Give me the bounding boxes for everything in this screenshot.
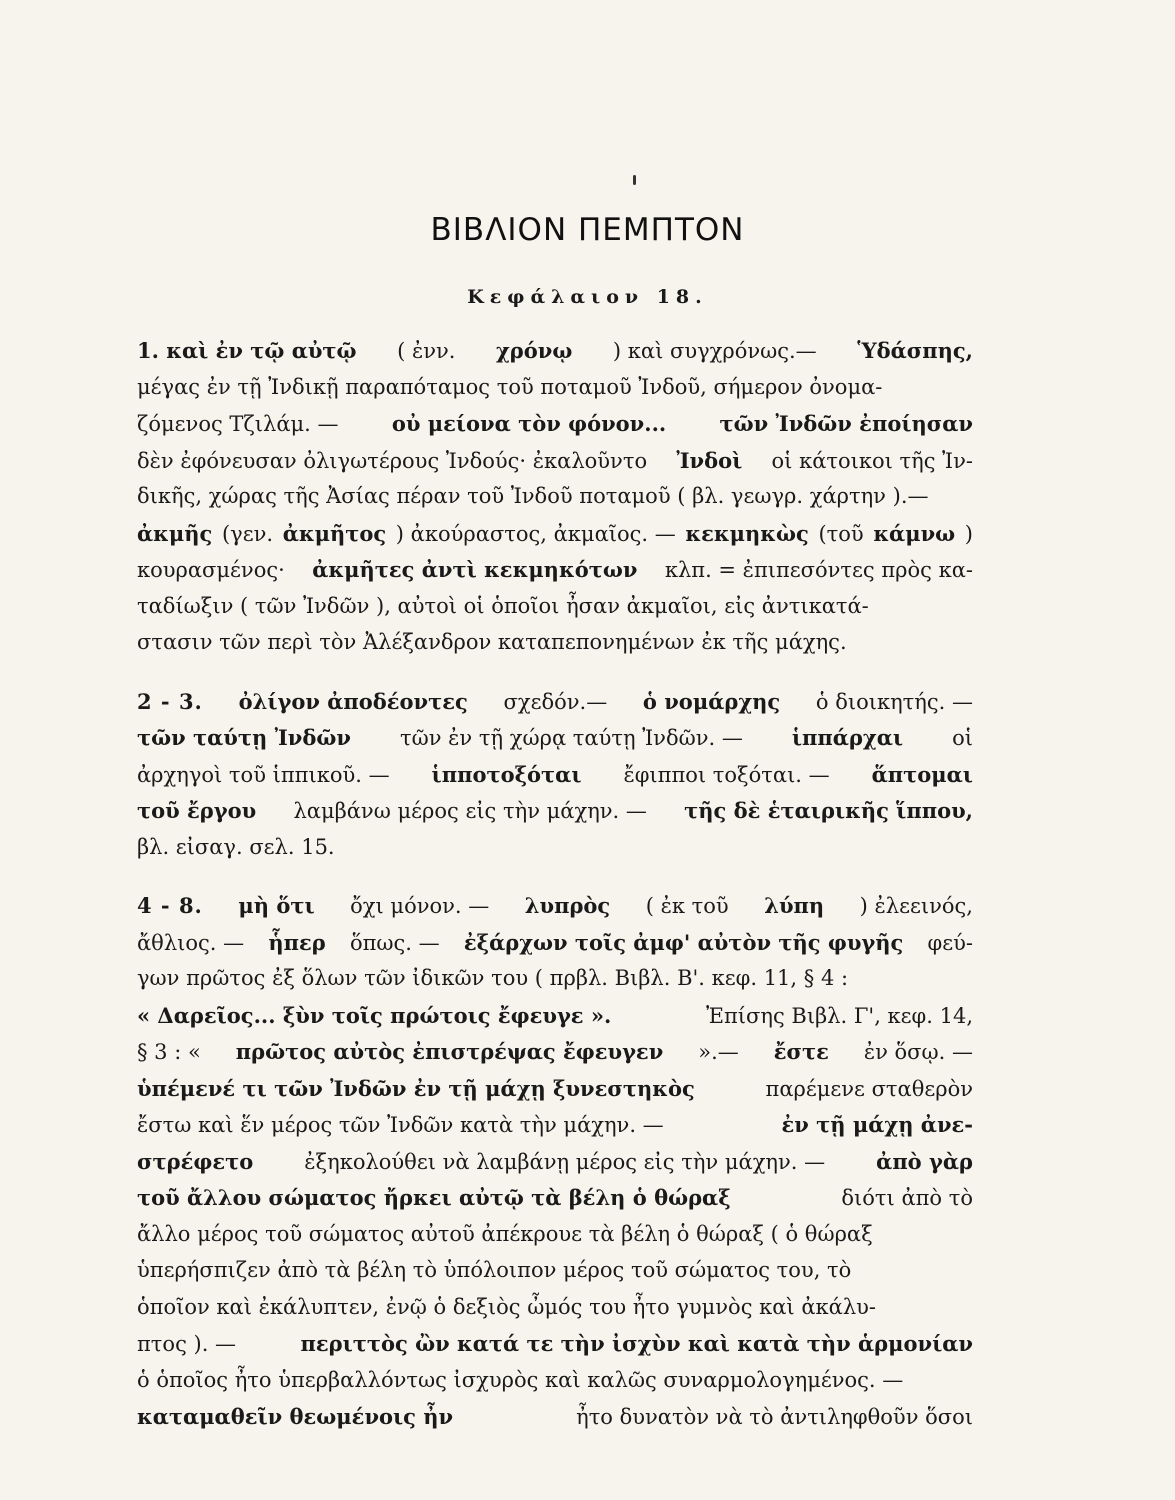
gloss: οἱ	[952, 726, 973, 750]
lemma: ἐξάρχων τοῖς ἀμφ' αὐτὸν τῆς φυγῆς	[463, 929, 904, 955]
gloss: διότι ἀπὸ τὸ	[841, 1186, 973, 1210]
lemma: ἀκμῆτες ἀντὶ κεκμηκότων	[312, 557, 638, 582]
text-line	[137, 484, 973, 521]
text-line	[137, 1331, 973, 1368]
lemma: τῶν Ἰνδῶν ἐποίησαν	[719, 411, 973, 436]
gloss: ὁ ὁποῖος ἦτο ὑπερβαλλόντως ἰσχυρὸς καὶ καλῶς συναρμολογημένος. —	[137, 1367, 904, 1392]
gloss: ὁ διοικητής. —	[815, 689, 973, 714]
text-line	[137, 689, 973, 726]
text-line	[137, 930, 973, 967]
lemma: 1. καὶ ἐν τῷ αὐτῷ	[137, 338, 357, 363]
lemma: ἧπερ	[268, 929, 326, 955]
lemma: τῶν ταύτῃ Ἰνδῶν	[137, 725, 351, 750]
gloss: ) καὶ συγχρόνως.—	[612, 339, 817, 363]
lemma: Ἰνδοὶ	[676, 447, 743, 473]
gloss: σχεδόν.—	[503, 689, 608, 714]
lemma: λύπη	[764, 893, 825, 918]
gloss: ἐν ὅσῳ. —	[863, 1040, 973, 1064]
gloss: τῶν ἐν τῇ χώρᾳ ταύτῃ Ἰνδῶν. —	[399, 726, 743, 750]
gloss: δικῆς, χώρας τῆς Ἀσίας πέραν τοῦ Ἰνδοῦ ποταμοῦ ( βλ. γεωγρ. χάρτην ).—	[137, 484, 929, 508]
gloss: )	[964, 521, 973, 546]
text-line	[137, 725, 973, 762]
lemma: τοῦ ἄλλου σώματος ἤρκει αὐτῷ τὰ βέλη ὁ θώραξ	[137, 1185, 731, 1210]
lemma: ἀπὸ γὰρ	[876, 1148, 973, 1174]
paragraph-3	[137, 893, 973, 1441]
lemma: καταμαθεῖν θεωμένοις ἦν	[137, 1404, 454, 1429]
gloss: φεύ-	[927, 930, 973, 955]
text-line	[137, 1295, 973, 1332]
section-number: 4 - 8.	[137, 893, 203, 918]
gloss: ἀρχηγοὶ τοῦ ἱππικοῦ. —	[137, 762, 390, 787]
paragraph-2	[137, 689, 973, 872]
text-line	[137, 594, 973, 631]
gloss: § 3 : «	[137, 1040, 201, 1064]
gloss: ( ἐκ τοῦ	[645, 894, 729, 918]
gloss: ὁποῖον καὶ ἐκάλυπτεν, ἐνῷ ὁ δεξιὸς ὦμός του ἦτο γυμνὸς καὶ ἀκάλυ-	[137, 1294, 876, 1319]
commentary-body	[137, 338, 973, 1463]
text-line	[137, 411, 973, 448]
lemma: ἔστε	[773, 1039, 829, 1064]
text-line	[137, 835, 973, 872]
gloss: δὲν ἐφόνευσαν ὀλιγωτέρους Ἰνδούς· ἐκαλοῦντο	[137, 448, 648, 473]
lemma: τῆς δὲ ἑταιρικῆς ἵππου,	[684, 798, 973, 823]
lemma: στρέφετο	[137, 1148, 254, 1174]
gloss: πτος ). —	[137, 1332, 237, 1356]
text-line	[137, 630, 973, 667]
gloss: οἱ κάτοικοι τῆς Ἰν-	[771, 448, 973, 473]
lemma: μὴ ὅτι	[238, 893, 315, 918]
text-line	[137, 521, 973, 558]
gloss: Ἐπίσης Βιβλ. Γ', κεφ. 14,	[706, 1003, 973, 1028]
gloss: ὄχι μόνον. —	[350, 894, 490, 918]
lemma: ἀκμῆτος	[282, 520, 387, 546]
text-line	[137, 1185, 973, 1222]
gloss: ἄθλιος. —	[137, 930, 245, 955]
lemma: οὐ μείονα τὸν φόνον...	[391, 411, 667, 436]
lemma: ἅπτομαι	[871, 761, 973, 787]
gloss: στασιν τῶν περὶ τὸν Ἀλέξανδρον καταπεπονημένων ἐκ τῆς μάχης.	[137, 630, 847, 654]
gloss: ) ἐλεεινός,	[859, 894, 973, 918]
gloss: (τοῦ	[818, 521, 864, 546]
gloss: ».—	[698, 1040, 739, 1064]
text-line	[137, 557, 973, 594]
text-line	[137, 448, 973, 485]
gloss: ζόμενος Τζιλάμ. —	[137, 412, 339, 436]
text-line	[137, 338, 973, 375]
section-number: 2 - 3.	[137, 688, 203, 714]
text-line	[137, 1112, 973, 1149]
gloss: βλ. εἰσαγ. σελ. 15.	[137, 834, 335, 859]
gloss: κουρασμένος·	[137, 558, 285, 582]
lemma: λυπρὸς	[524, 893, 611, 918]
gloss: ἄλλο μέρος τοῦ σώματος αὐτοῦ ἀπέκρουε τὰ βέλη ὁ θώραξ ( ὁ θώραξ	[137, 1221, 873, 1246]
text-line	[137, 1368, 973, 1405]
gloss: ἔφιπποι τοξόται. —	[623, 762, 830, 787]
lemma: ἀκμῆς	[137, 520, 213, 546]
lemma: ὑπέμενέ τι τῶν Ἰνδῶν ἐν τῇ μάχῃ ξυνεστηκὸς	[137, 1075, 695, 1101]
lemma: χρόνῳ	[496, 338, 573, 363]
text-line	[137, 375, 973, 412]
gloss: ( ἐνν.	[397, 339, 456, 363]
gloss: λαμβάνω μέρος εἰς τὴν μάχην. —	[293, 799, 647, 823]
text-line	[137, 798, 973, 835]
book-title: ΒΙΒΛΙΟΝ ΠΕΜΠΤΟΝ	[430, 212, 745, 248]
gloss: (γεν.	[221, 521, 274, 546]
lemma: ἱπποτοξόται	[431, 761, 582, 787]
chapter-heading: Κεφάλαιον 18.	[467, 286, 708, 308]
text-line	[137, 1003, 973, 1040]
lemma: περιττὸς ὢν κατά τε τὴν ἰσχὺν καὶ κατὰ τὴν ἁρμονίαν	[300, 1331, 973, 1356]
gloss: ταδίωξιν ( τῶν Ἰνδῶν ), αὐτοὶ οἱ ὁποῖοι ἦσαν ἀκμαῖοι, εἰς ἀντικατά-	[137, 593, 869, 618]
text-line	[137, 966, 973, 1003]
page-tick-mark	[633, 175, 636, 185]
paragraph-1	[137, 338, 973, 667]
text-line	[137, 1039, 973, 1076]
lemma: Ὑδάσπης,	[857, 338, 973, 363]
gloss: ἐξηκολούθει νὰ λαμβάνῃ μέρος εἰς τὴν μάχην. —	[304, 1149, 826, 1174]
lemma: τοῦ ἔργου	[137, 798, 257, 823]
lemma: πρῶτος αὐτὸς ἐπιστρέψας ἔφευγεν	[235, 1039, 664, 1064]
text-line	[137, 893, 973, 930]
text-line	[137, 762, 973, 799]
text-line	[137, 1222, 973, 1259]
lemma: κεκμηκὼς	[685, 520, 809, 546]
text-line	[137, 1149, 973, 1186]
gloss: κλπ. = ἐπιπεσόντες πρὸς κα-	[664, 558, 973, 582]
lemma: ἱππάρχαι	[791, 725, 904, 750]
gloss: μέγας ἐν τῇ Ἰνδικῇ παραπόταμος τοῦ ποταμοῦ Ἰνδοῦ, σήμερον ὀνομα-	[137, 374, 883, 399]
gloss: ἦτο δυνατὸν νὰ τὸ ἀντιληφθοῦν ὅσοι	[576, 1405, 973, 1429]
lemma: κάμνω	[873, 520, 956, 546]
lemma: ὀλίγον ἀποδέοντες	[238, 688, 468, 714]
gloss: παρέμενε σταθερὸν	[765, 1076, 973, 1101]
gloss: ) ἀκούραστος, ἀκμαῖος. —	[395, 521, 676, 546]
text-line	[137, 1404, 973, 1441]
text-line	[137, 1076, 973, 1113]
gloss: ὑπερήσπιζεν ἀπὸ τὰ βέλη τὸ ὑπόλοιπον μέρος τοῦ σώματος του, τὸ	[137, 1258, 852, 1282]
lemma: ἐν τῇ μάχῃ ἀνε-	[781, 1112, 973, 1137]
lemma: « Δαρεῖος... ξὺν τοῖς πρώτοις ἔφευγε ».	[137, 1002, 612, 1028]
gloss: γων πρῶτος ἐξ ὅλων τῶν ἰδικῶν του ( πρβλ. Βιβλ. Β'. κεφ. 11, § 4 :	[137, 966, 849, 990]
text-line	[137, 1258, 973, 1295]
lemma: ὁ νομάρχης	[642, 688, 781, 714]
gloss: ὅπως. —	[349, 930, 440, 955]
gloss: ἔστω καὶ ἕν μέρος τῶν Ἰνδῶν κατὰ τὴν μάχην. —	[137, 1113, 664, 1137]
